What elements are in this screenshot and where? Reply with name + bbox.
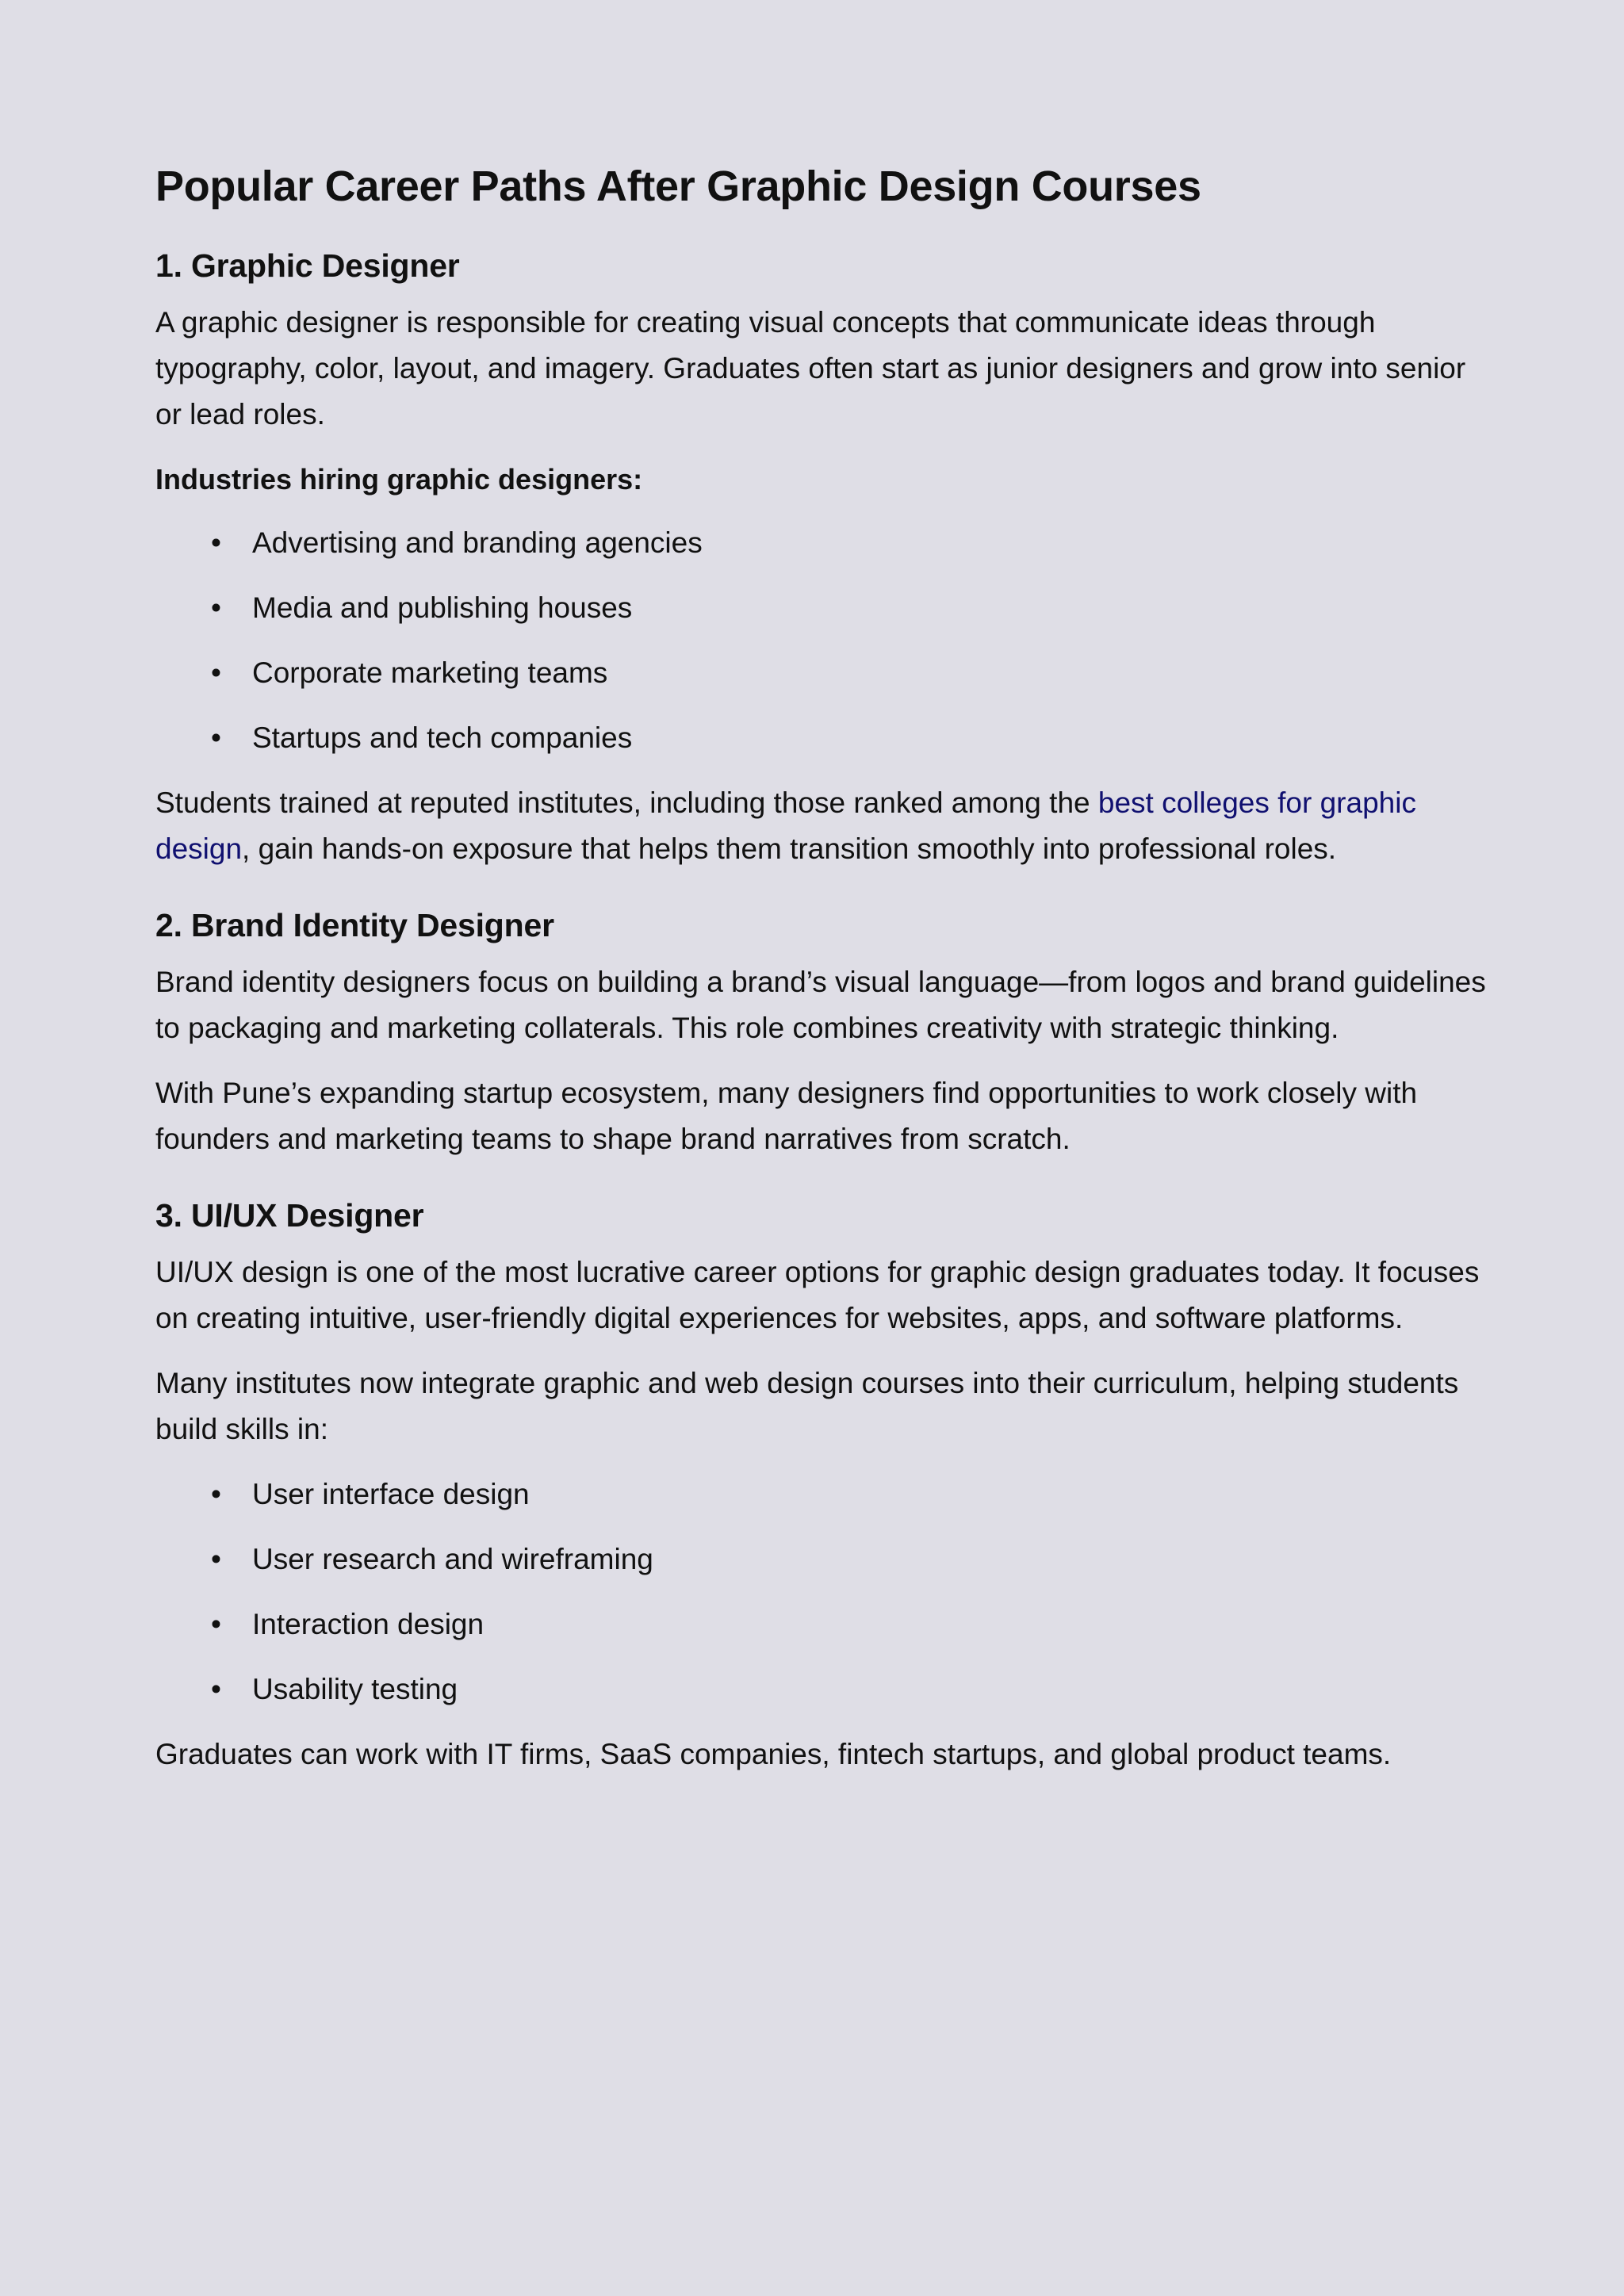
list-item: • Media and publishing houses bbox=[155, 585, 1489, 631]
section-paragraph: Many institutes now integrate graphic and web design courses into their curriculum, helping students build skills in: bbox=[155, 1367, 1459, 1445]
list-item: • Advertising and branding agencies bbox=[155, 520, 1489, 566]
section-heading: 1. Graphic Designer bbox=[155, 247, 460, 284]
section-heading: 2. Brand Identity Designer bbox=[155, 907, 554, 943]
section-graphic-designer bbox=[155, 243, 1489, 872]
section-intro: A graphic designer is responsible for creating visual concepts that communicate ideas through typography, color, layout, and imagery. Graduates often start as junior designers and grow into senior or lead roles. bbox=[155, 306, 1466, 430]
list-item: • Startups and tech companies bbox=[155, 715, 1489, 761]
list-item: • Interaction design bbox=[155, 1601, 1489, 1647]
section-closing bbox=[155, 780, 1489, 872]
section-brand-identity-designer bbox=[155, 902, 1489, 1162]
section-paragraph: With Pune’s expanding startup ecosystem, many designers find opportunities to work closely with founders and marketing teams to shape brand narratives from scratch. bbox=[155, 1077, 1418, 1155]
list-item: • Usability testing bbox=[155, 1667, 1489, 1712]
list-label: Industries hiring graphic designers: bbox=[155, 463, 643, 496]
best-colleges-link[interactable]: best colleges for graphic design bbox=[155, 786, 1416, 865]
closing-text-after: , gain hands-on exposure that helps them transition smoothly into professional roles. bbox=[242, 832, 1337, 865]
industries-list bbox=[155, 520, 1489, 761]
section-paragraph: UI/UX design is one of the most lucrative career options for graphic design graduates today. It focuses on creating intuitive, user-friendly digital experiences for websites, apps, and software platforms. bbox=[155, 1256, 1480, 1334]
section-paragraph: Brand identity designers focus on building a brand’s visual language—from logos and brand guidelines to packaging and marketing collaterals. This role combines creativity with strategic thinking. bbox=[155, 966, 1486, 1044]
list-item: • User interface design bbox=[155, 1471, 1489, 1517]
list-item: • User research and wireframing bbox=[155, 1536, 1489, 1582]
skills-list bbox=[155, 1471, 1489, 1712]
list-item: • Corporate marketing teams bbox=[155, 650, 1489, 696]
section-closing: Graduates can work with IT firms, SaaS companies, fintech startups, and global product teams. bbox=[155, 1738, 1392, 1770]
page-title: Popular Career Paths After Graphic Design Courses bbox=[155, 163, 1201, 210]
closing-text-before: Students trained at reputed institutes, including those ranked among the bbox=[155, 786, 1098, 819]
section-ui-ux-designer bbox=[155, 1192, 1489, 1777]
section-heading: 3. UI/UX Designer bbox=[155, 1197, 424, 1234]
